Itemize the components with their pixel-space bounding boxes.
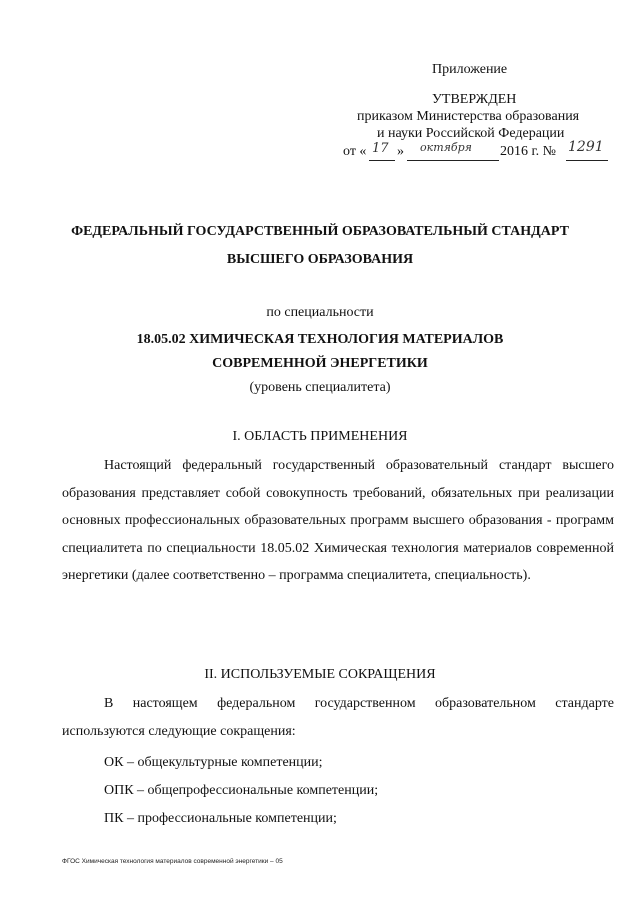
handwritten-month: октября xyxy=(420,141,472,154)
month-underline xyxy=(407,160,499,161)
abbreviation-item: ОПК – общепрофессиональные компетенции; xyxy=(104,783,379,798)
date-year: 2016 г. № xyxy=(500,144,557,159)
day-underline xyxy=(369,160,395,161)
order-line-1: приказом Министерства образования xyxy=(357,109,580,124)
section-2-heading: II. ИСПОЛЬЗУЕМЫЕ СОКРАЩЕНИЯ xyxy=(204,667,436,682)
document-title-line-1: ФЕДЕРАЛЬНЫЙ ГОСУДАРСТВЕННЫЙ ОБРАЗОВАТЕЛЬНЫЙ СТАНДАРТ xyxy=(71,224,569,239)
appendix-label: Приложение xyxy=(432,62,508,77)
handwritten-day: 17 xyxy=(372,141,389,156)
section-1-paragraph: Настоящий федеральный государственный образовательный стандарт высшего образования представляет собой совокупность требований, обязательных при реализации основных профессиональных образовательных программ высшего образования - программ специалитета по специальности 18.05.02 Химическая технология материалов современной энергетики (далее соответственно – программа специалитета, специальность). xyxy=(62,458,614,583)
number-underline xyxy=(566,160,608,161)
section-2-intro: В настоящем федеральном государственном образовательном стандарте используются следующие сокращения: xyxy=(62,696,614,739)
order-line-2: и науки Российской Федерации xyxy=(377,126,565,141)
approved-label: УТВЕРЖДЕН xyxy=(432,92,517,107)
abbreviation-item: ПК – профессиональные компетенции; xyxy=(104,811,337,826)
document-title-line-2: ВЫСШЕГО ОБРАЗОВАНИЯ xyxy=(226,252,414,267)
handwritten-number: 1291 xyxy=(568,139,604,155)
page-footer: ФГОС Химическая технология материалов современной энергетики – 05 xyxy=(62,858,283,865)
date-close-quote: » xyxy=(397,144,404,159)
specialty-name-line-2: СОВРЕМЕННОЙ ЭНЕРГЕТИКИ xyxy=(212,356,428,371)
section-1-heading: I. ОБЛАСТЬ ПРИМЕНЕНИЯ xyxy=(232,429,408,444)
abbreviation-item: ОК – общекультурные компетенции; xyxy=(104,755,323,770)
specialty-label: по специальности xyxy=(266,305,374,320)
date-prefix: от « xyxy=(343,144,367,159)
specialty-level: (уровень специалитета) xyxy=(249,380,391,395)
specialty-name-line-1: 18.05.02 ХИМИЧЕСКАЯ ТЕХНОЛОГИЯ МАТЕРИАЛОВ xyxy=(136,332,504,347)
